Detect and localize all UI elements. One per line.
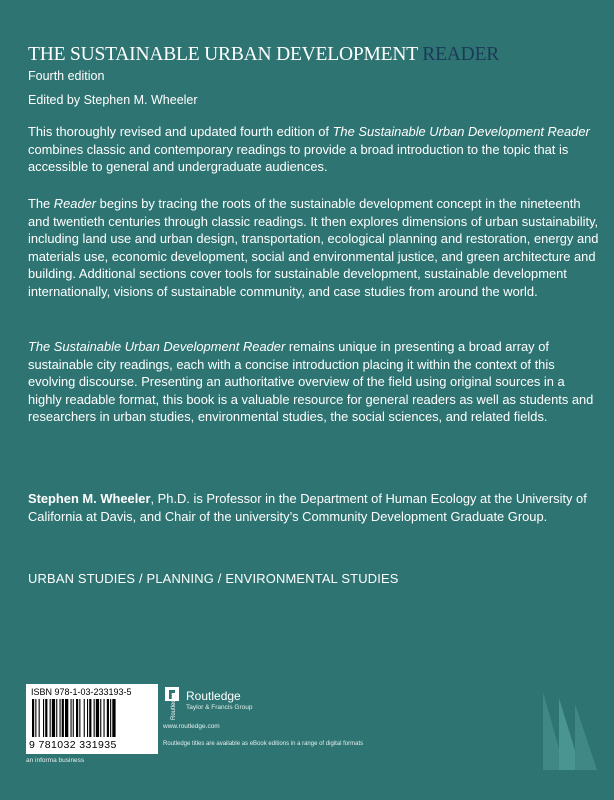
p2-text-a: The	[28, 196, 54, 211]
p3-book-title: The Sustainable Urban Development Reader	[28, 339, 286, 354]
book-title	[28, 44, 598, 66]
barcode-bars	[32, 699, 152, 737]
isbn: ISBN 978-1-03-233193-5	[31, 687, 132, 697]
barcode-bar	[35, 699, 36, 737]
p2-text-b: begins by tracing the roots of the sustainable development concept in the nineteenth and twentieth centuries through classic readings. It then explores dimensions of urban sustainability, including land use and urban design, transportation, ecological planning and restoration, energy and materials use, economic development, social and environmental justice, and green architecture and building. Additional sections cover tools for sustainable development, sustainable development internationally, visions of sustainable community, and case studies from around the world.	[28, 196, 599, 299]
barcode-bar	[65, 699, 68, 737]
edition: Fourth edition	[28, 69, 105, 83]
publisher-name: Routledge	[186, 689, 241, 703]
barcode-bar	[96, 699, 99, 737]
svg-text:Routledge: Routledge	[171, 692, 177, 720]
p1-text-a: This thoroughly revised and updated fourth edition of	[28, 124, 333, 139]
p3-text-b: remains unique in presenting a broad array of sustainable city readings, each with a concise introduction placing it within the context of this evolving discourse. Presenting an authoritative overview of the field using original sources in a highly readable format, this book is a valuable resource for general readers as well as students and researchers in urban studies, environmental studies, the social sciences, and related fields.	[28, 339, 594, 424]
author-name: Stephen M. Wheeler	[28, 491, 151, 506]
barcode-bar	[73, 699, 74, 737]
author-bio-text: , Ph.D. is Professor in the Department of Human Ecology at the University of California at Davis, and Chair of the university’s Community Development Graduate Group.	[28, 491, 587, 524]
barcode-bar	[87, 699, 88, 737]
corner-triangle-logo-icon	[537, 690, 601, 772]
title-accent: READER	[422, 44, 500, 65]
barcode	[26, 684, 158, 754]
barcode-bar	[56, 699, 57, 737]
barcode-bar	[79, 699, 80, 737]
description-paragraph-2	[28, 195, 600, 300]
author-bio	[28, 490, 600, 525]
p1-text-b: combines classic and contemporary readings to provide a broad introduction to the topic that is accessible to general and undergraduate audiences.	[28, 141, 569, 174]
subject-categories: URBAN STUDIES / PLANNING / ENVIRONMENTAL STUDIES	[28, 571, 399, 586]
publisher-website: www.routledge.com	[163, 723, 220, 730]
title-main: THE SUSTAINABLE URBAN DEVELOPMENT	[28, 44, 423, 65]
informa-business: an informa business	[26, 757, 85, 764]
barcode-bar	[60, 699, 61, 737]
ebook-note: Routledge titles are available as eBook editions in a range of digital formats	[163, 741, 364, 747]
barcode-bar	[52, 699, 55, 737]
p1-book-title: The Sustainable Urban Development Reader	[332, 124, 590, 139]
barcode-bar	[107, 699, 109, 737]
barcode-bar	[43, 699, 44, 737]
editor: Edited by Stephen M. Wheeler	[28, 93, 198, 107]
barcode-number: 9 781032 331935	[29, 739, 117, 751]
description-paragraph-3	[28, 338, 600, 426]
barcode-bar	[84, 699, 85, 737]
p2-reader: Reader	[53, 196, 97, 211]
barcode-bar	[71, 699, 72, 737]
barcode-bar	[45, 699, 47, 737]
barcode-bar	[94, 699, 95, 737]
routledge-logo-icon	[165, 687, 179, 721]
barcode-bar	[112, 699, 115, 737]
barcode-bar	[104, 699, 105, 737]
barcode-bar	[39, 699, 40, 737]
barcode-bar	[100, 699, 101, 737]
barcode-bar	[62, 699, 64, 737]
barcode-bar	[76, 699, 78, 737]
barcode-bar	[110, 699, 111, 737]
barcode-bar	[32, 699, 34, 737]
publisher-group: Taylor & Francis Group	[186, 704, 253, 711]
barcode-bar	[50, 699, 51, 737]
barcode-bar	[89, 699, 91, 737]
description-paragraph-1	[28, 123, 600, 176]
